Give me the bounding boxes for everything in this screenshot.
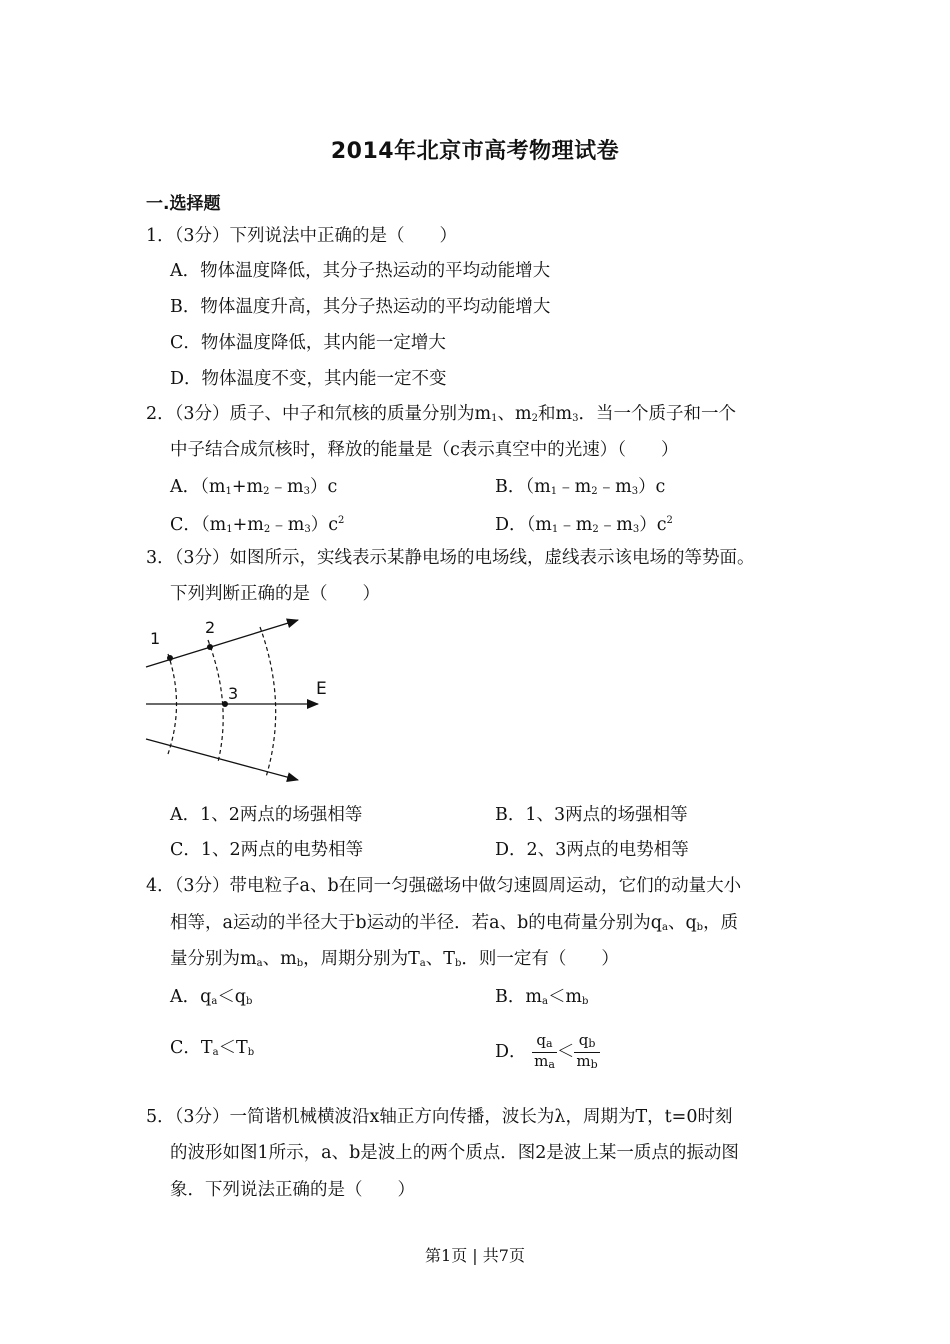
question-3-option-a: A．1、2两点的场强相等 — [170, 805, 363, 825]
fraction-qa-ma: $\frac{q_a}{m_a}$ — [534, 1031, 555, 1071]
question-4-stem-line3: 量分别为$m_a$、$m_b$，周期分别为$T_a$、$T_b$．则一定有（ ） — [170, 949, 619, 969]
electric-field-figure — [140, 612, 340, 787]
equipotential-2 — [208, 640, 223, 762]
question-3-option-d: D．2、3两点的电势相等 — [495, 840, 689, 860]
question-1-option-a: A．物体温度降低，其分子热运动的平均动能增大 — [170, 261, 551, 281]
label-point-2: 2 — [205, 618, 216, 637]
question-3-option-b: B．1、3两点的场强相等 — [495, 805, 688, 825]
question-2-stem-line2: 中子结合成氘核时，释放的能量是（c表示真空中的光速）（ ） — [170, 440, 679, 460]
question-2-option-a: A．$(m_1+m_2﹣m_3)c$ — [170, 477, 338, 497]
question-5-stem-line2: 的波形如图1所示，a、b是波上的两个质点．图2是波上某一质点的振动图 — [170, 1143, 739, 1163]
question-3-option-c: C．1、2两点的电势相等 — [170, 840, 364, 860]
label-point-1: 1 — [150, 629, 161, 648]
page-footer: 第1页 | 共7页 — [425, 1246, 525, 1265]
question-4-stem-line1: 4．（3分）带电粒子a、b在同一匀强磁场中做匀速圆周运动，它们的动量大小 — [146, 876, 742, 896]
question-2-stem-line1: 2．（3分）质子、中子和氘核的质量分别为$m_1$、$m_2$和$m_3$．当一个质子和一个 — [146, 404, 736, 424]
question-3-stem-line2: 下列判断正确的是（ ） — [170, 584, 380, 604]
point-1 — [167, 655, 173, 661]
label-point-3: 3 — [228, 684, 239, 703]
question-2-option-d: D．$(m_1﹣m_2﹣m_3)c^2$ — [495, 515, 673, 535]
question-4-option-c: C．$T_a<T_b$ — [170, 1038, 255, 1058]
question-1-option-c: C．物体温度降低，其内能一定增大 — [170, 333, 446, 353]
label-field-E: E — [316, 679, 327, 699]
question-5-stem-line1: 5．（3分）一简谐机械横波沿x轴正方向传播，波长为λ，周期为T，t=0时刻 — [146, 1107, 733, 1127]
question-4-stem-line2: 相等，a运动的半径大于b运动的半径．若a、b的电荷量分别为$q_a$、$q_b$，质 — [170, 913, 739, 933]
question-3-stem-line1: 3．（3分）如图所示，实线表示某静电场的电场线，虚线表示该电场的等势面。 — [146, 548, 755, 568]
question-4-option-d: D． $\frac{q_a}{m_a}$ ＜ $\frac{q_b}{m_b}$ — [495, 1031, 598, 1071]
question-4-option-b: B．$m_a<m_b$ — [495, 987, 589, 1007]
question-5-stem-line3: 象．下列说法正确的是（ ） — [170, 1180, 415, 1200]
question-2-option-b: B．$(m_1﹣m_2﹣m_3)c$ — [495, 477, 666, 497]
point-2 — [207, 644, 213, 650]
question-1-stem: 1．（3分）下列说法中正确的是（ ） — [146, 226, 458, 246]
section-heading: 一.选择题 — [146, 194, 221, 214]
question-4-option-a: A．$q_a<q_b$ — [170, 987, 253, 1007]
question-2-option-c: C．$(m_1+m_2﹣m_3)c^2$ — [170, 515, 345, 535]
equipotential-3 — [260, 627, 276, 777]
page-title: 2014年北京市高考物理试卷 — [330, 139, 620, 164]
question-1-option-b: B．物体温度升高，其分子热运动的平均动能增大 — [170, 297, 551, 317]
field-line-bottom — [146, 739, 298, 780]
question-1-option-d: D．物体温度不变，其内能一定不变 — [170, 369, 447, 389]
fraction-qb-mb: $\frac{q_b}{m_b}$ — [576, 1031, 598, 1071]
